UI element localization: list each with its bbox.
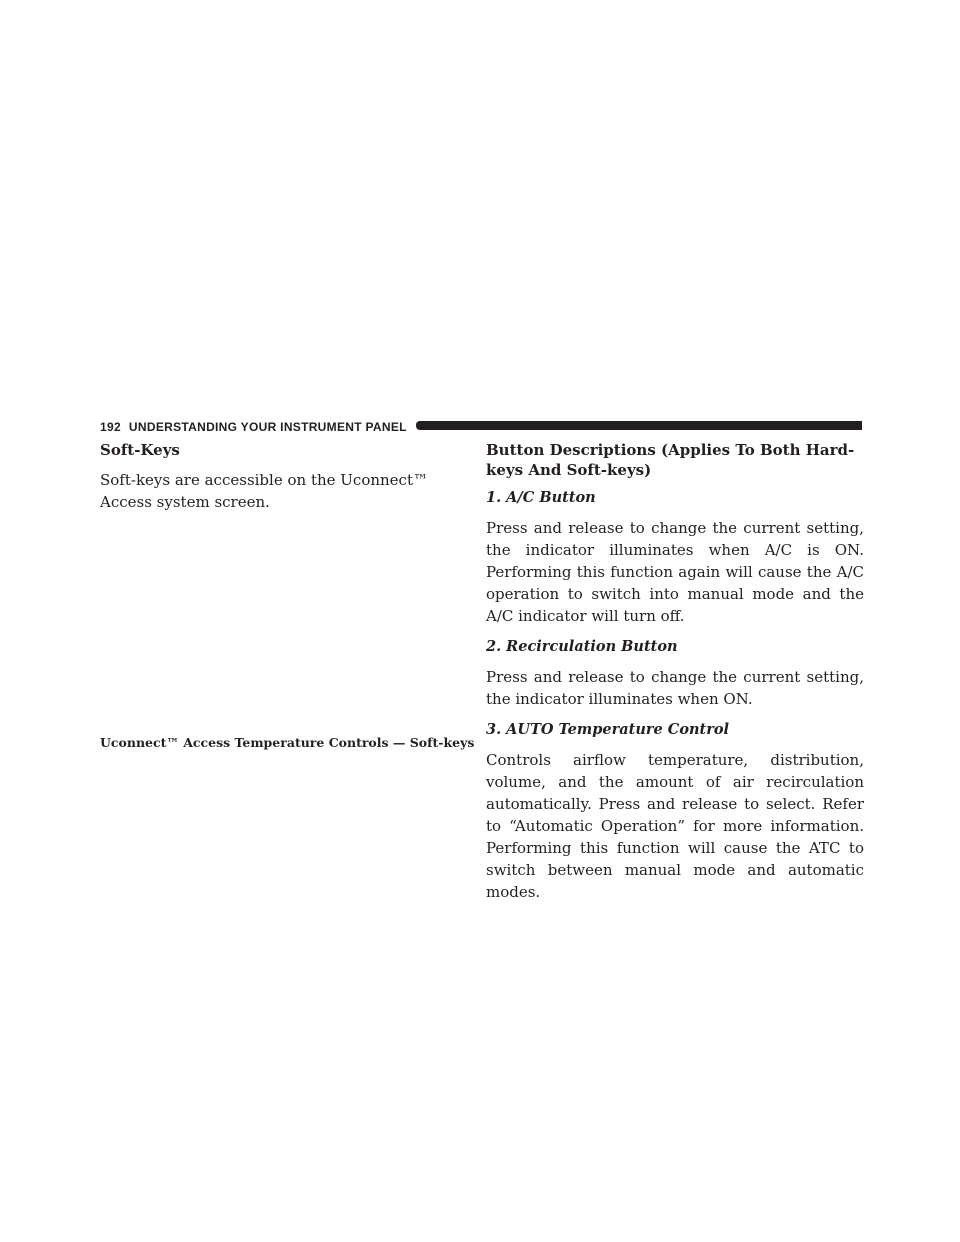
right-column [486,440,864,903]
page-number: 192 [100,420,121,434]
item-body-auto-temperature-control: Controls airflow temperature, distribution, volume, and the amount of air recirculation automatically. Press and release to select. Refer to “Automatic Operation” for more information. Performing this function will cause the ATC to switch between manual mode and automatic modes. [486,751,864,901]
left-column [100,440,462,513]
figure-caption: Uconnect™ Access Temperature Controls — Soft-keys [100,735,475,750]
section-title: UNDERSTANDING YOUR INSTRUMENT PANEL [128,420,407,434]
header-text [100,420,407,434]
item-body-recirculation-button: Press and release to change the current setting, the indicator illuminates when ON. [486,668,864,708]
item-title-auto-temperature-control: 3. AUTO Temperature Control [486,721,730,738]
item-title-ac-button: 1. A/C Button [486,489,596,506]
button-descriptions-heading: Button Descriptions (Applies To Both Hard-keys And Soft-keys) [486,441,855,479]
soft-keys-intro: Soft-keys are accessible on the Uconnect™ Access system screen. [100,471,428,511]
header-rule [416,421,862,430]
item-title-recirculation-button: 2. Recirculation Button [486,638,678,655]
soft-keys-heading: Soft-Keys [100,441,180,459]
item-body-ac-button: Press and release to change the current setting, the indicator illuminates when A/C is ON. Performing this function again will cause the A/C operation to switch into manual mode and the A/C indicator will turn off. [486,519,864,625]
temperature-controls-figure [100,520,462,720]
page-header [100,418,862,436]
